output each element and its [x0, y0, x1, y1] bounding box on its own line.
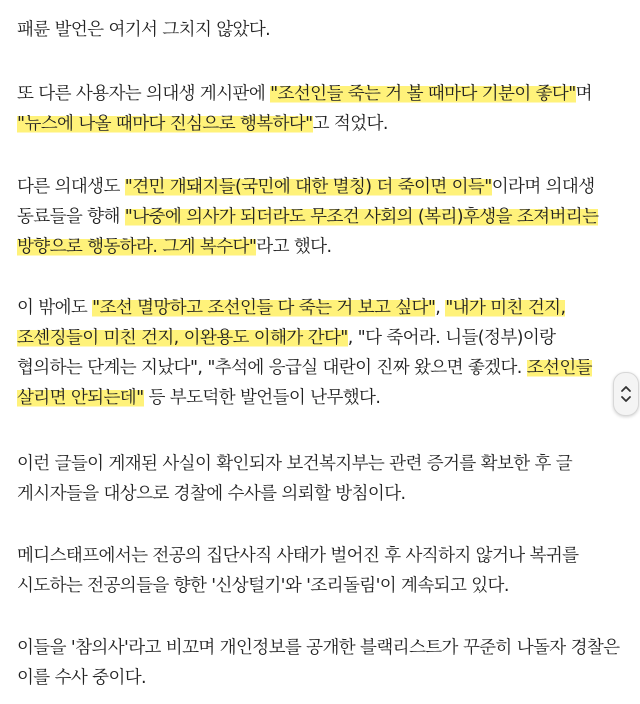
paragraph-3: [17, 172, 627, 262]
highlighted-quote: "견민 개돼지들(국민에 대한 멸칭) 더 죽이면 이득": [124, 177, 492, 197]
highlighted-quote: "내가 미친 건지, 조센징들이 미친 건지, 이완용도 이해가 간다": [17, 298, 566, 348]
text-segment: 또 다른 사용자는 의대생 게시판에: [17, 84, 271, 104]
text-segment: 다른 의대생도: [17, 177, 125, 197]
highlighted-quote: "뉴스에 나올 때마다 진심으로 행복하다": [17, 114, 313, 134]
text-segment: ,: [435, 298, 446, 318]
paragraph-5: [17, 449, 627, 509]
text-segment: 라고 했다.: [256, 237, 332, 257]
paragraph-2: [17, 79, 627, 139]
highlighted-quote: "나중에 의사가 되더라도 무조건 사회의 (복리)후생을 조져버리는 방향으로 행동하라. 그게 복수다": [17, 207, 599, 257]
text-segment: 이 밖에도: [17, 298, 93, 318]
chevron-down-icon[interactable]: [620, 394, 632, 404]
text-segment: , "다 죽어라. 니들(정부)이랑 협의하는 단계는 지났다", "추석에 응급실 대란이 진짜 왔으면 좋겠다.: [17, 328, 556, 378]
text-segment: 패륜 발언은 여기서 그치지 않았다.: [17, 20, 271, 40]
text-segment: 이런 글들이 게재된 사실이 확인되자 보건복지부는 관련 증거를 확보한 후 글 게시자들을 대상으로 경찰에 수사를 의뢰할 방침이다.: [17, 454, 573, 504]
text-segment: 이들을 '참의사'라고 비꼬며 개인정보를 공개한 블랙리스트가 꾸준히 나돌자 경찰은 이를 수사 중이다.: [17, 638, 620, 688]
text-segment: 메디스태프에서는 전공의 집단사직 사태가 벌어진 후 사직하지 않거나 복귀를 시도하는 전공의들을 향한 '신상털기'와 '조리돌림'이 계속되고 있다.: [17, 546, 579, 596]
highlighted-quote: "조선인들 죽는 거 볼 때마다 기분이 좋다": [270, 84, 576, 104]
highlighted-quote: "조선 멸망하고 조선인들 다 죽는 거 보고 싶다": [92, 298, 436, 318]
scroll-control[interactable]: [613, 372, 639, 416]
paragraph-4: [17, 293, 617, 413]
chevron-up-icon[interactable]: [620, 384, 632, 394]
text-segment: 이라며 의대생 동료들을 향해: [17, 177, 595, 227]
highlighted-quote: 조선인들 살리면 안되는데": [17, 358, 592, 408]
paragraph-7: [17, 633, 627, 693]
text-segment: 고 적었다.: [312, 114, 388, 134]
paragraph-6: [17, 541, 627, 601]
text-segment: 며: [575, 84, 592, 104]
paragraph-1: [17, 15, 627, 45]
text-segment: 등 부도덕한 발언들이 난무했다.: [143, 388, 381, 408]
